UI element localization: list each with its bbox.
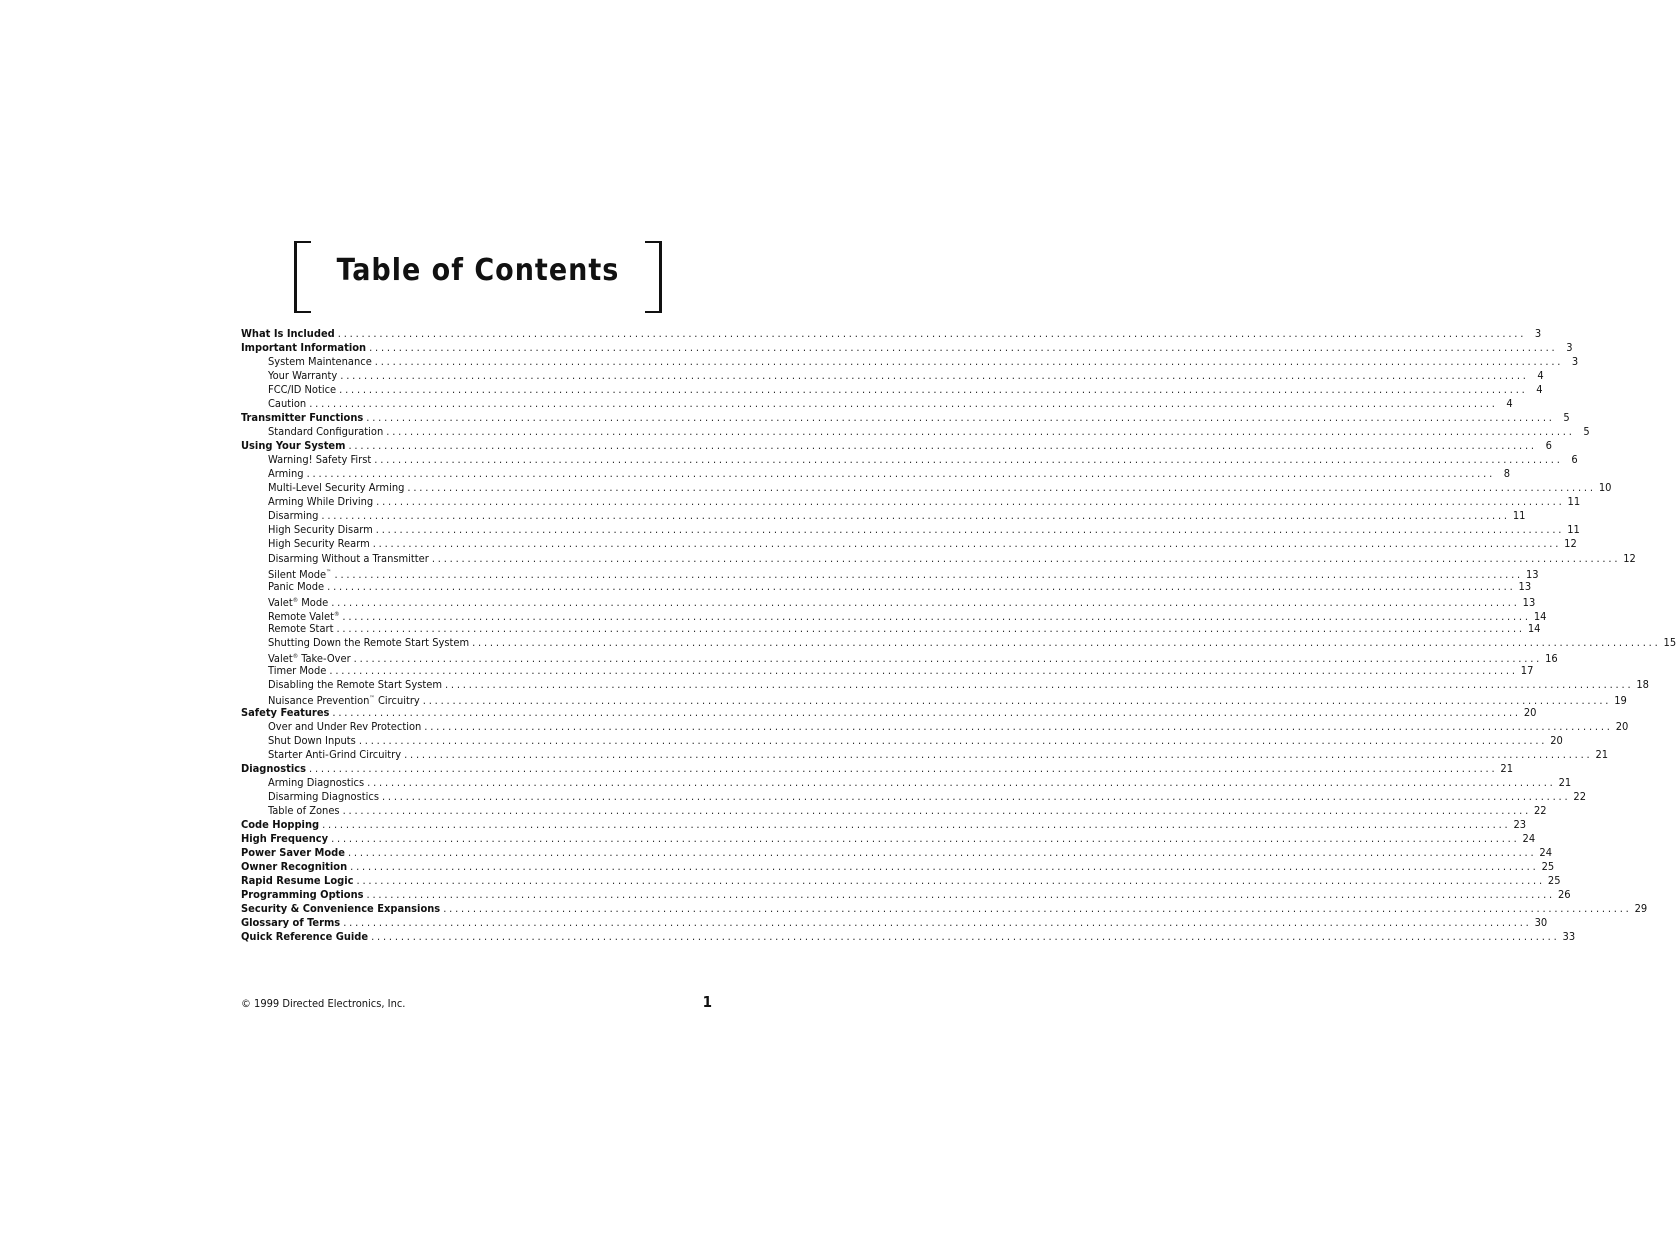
toc-section-entry[interactable]: [241, 860, 1555, 874]
dot-leader: ........................................................................................................................................................................................................: [444, 677, 1634, 691]
copyright-notice: © 1999 Directed Electronics, Inc.: [241, 997, 406, 1010]
dot-leader: ........................................................................................................................................................................................................: [332, 705, 1521, 719]
dot-leader: ........................................................................................................................................................................................................: [374, 355, 1564, 369]
toc-subsection-entry[interactable]: [241, 425, 1590, 439]
toc-page-number: 23: [1513, 818, 1527, 832]
toc-page-number: 33: [1562, 930, 1576, 944]
toc-page-number: 22: [1573, 790, 1586, 804]
toc-subsection-entry[interactable]: [241, 719, 1629, 734]
toc-entry-label: Starter Anti-Grind Circuitry: [268, 747, 402, 761]
dot-leader: ........................................................................................................................................................................................................: [339, 383, 1528, 397]
toc-subsection-entry[interactable]: [241, 663, 1534, 678]
dot-leader: ........................................................................................................................................................................................................: [331, 832, 1520, 846]
toc-entry-label: Transmitter Functions: [241, 411, 364, 425]
toc-page-number: 18: [1636, 677, 1649, 691]
toc-entry-label: High Frequency: [241, 832, 329, 846]
toc-entry-label: Quick Reference Guide: [241, 930, 369, 944]
toc-page-number: 11: [1567, 495, 1581, 509]
toc-subsection-entry[interactable]: [241, 747, 1609, 762]
toc-entry-label: High Security Rearm: [268, 537, 370, 551]
toc-section-entry[interactable]: [241, 818, 1527, 832]
toc-entry-label: Code Hopping: [241, 818, 320, 832]
dot-leader: ........................................................................................................................................................................................................: [372, 537, 1562, 551]
dot-leader: ........................................................................................................................................................................................................: [366, 888, 1555, 902]
toc-subsection-entry[interactable]: [241, 495, 1581, 509]
toc-entry-label: Timer Mode: [268, 663, 327, 677]
toc-section-entry[interactable]: [241, 916, 1548, 930]
toc-subsection-entry[interactable]: [241, 537, 1577, 551]
page-number: 1: [702, 993, 712, 1011]
toc-section-entry[interactable]: [241, 439, 1552, 453]
toc-subsection-entry[interactable]: [241, 733, 1563, 748]
toc-entry-label: Power Saver Mode: [241, 846, 345, 860]
dot-leader: ........................................................................................................................................................................................................: [366, 411, 1555, 425]
trademark-mark: ™: [369, 694, 375, 702]
toc-page-number: 8: [1503, 467, 1511, 481]
toc-page-number: 25: [1547, 874, 1561, 888]
toc-entry-label: Caution: [268, 397, 307, 411]
toc-subsection-entry[interactable]: [241, 467, 1511, 481]
toc-subsection-entry[interactable]: [241, 509, 1526, 523]
dot-leader: ........................................................................................................................................................................................................: [347, 846, 1537, 860]
toc-page-number: 5: [1563, 411, 1570, 425]
dot-leader: ........................................................................................................................................................................................................: [422, 693, 1612, 707]
toc-entry-label: High Security Disarm: [268, 523, 373, 537]
dot-leader: ........................................................................................................................................................................................................: [309, 761, 1498, 775]
toc-page-number: 3: [1534, 327, 1542, 340]
toc-page-number: 11: [1512, 509, 1526, 523]
toc-entry-label: Programming Options: [241, 888, 364, 902]
toc-page-number: 25: [1541, 860, 1555, 874]
toc-page-number: 4: [1537, 369, 1544, 383]
dot-leader: ........................................................................................................................................................................................................: [350, 860, 1539, 874]
toc-subsection-entry[interactable]: [241, 594, 1536, 609]
toc-page-number: 17: [1520, 663, 1534, 677]
toc-entry-label: Disarming: [268, 509, 319, 523]
toc-page-number: 21: [1558, 776, 1572, 789]
dot-leader: ........................................................................................................................................................................................................: [348, 439, 1537, 453]
toc-subsection-entry[interactable]: [241, 650, 1558, 665]
dot-leader: ........................................................................................................................................................................................................: [472, 635, 1661, 649]
toc-section-entry[interactable]: [241, 930, 1576, 944]
toc-page-number: 12: [1623, 551, 1636, 565]
toc-page-number: 13: [1522, 595, 1536, 609]
toc-entry-label: Over and Under Rev Protection: [268, 719, 422, 733]
toc-subsection-entry[interactable]: [241, 481, 1612, 495]
toc-section-entry[interactable]: [241, 888, 1571, 902]
toc-page-number: 20: [1523, 705, 1537, 719]
toc-page-number: 13: [1518, 579, 1532, 593]
toc-entry-label: Your Warranty: [268, 369, 338, 383]
dot-leader: ........................................................................................................................................................................................................: [407, 481, 1596, 495]
dot-leader: ........................................................................................................................................................................................................: [343, 916, 1532, 930]
toc-page-number: 24: [1539, 846, 1552, 860]
toc-subsection-entry[interactable]: [241, 397, 1513, 411]
toc-subsection-entry[interactable]: [241, 523, 1580, 537]
trademark-mark: ®: [292, 652, 299, 660]
toc-entry-label: Arming While Driving: [268, 495, 374, 509]
dot-leader: ........................................................................................................................................................................................................: [356, 874, 1545, 888]
toc-page-number: 20: [1615, 719, 1629, 733]
dot-leader: ........................................................................................................................................................................................................: [331, 595, 1520, 609]
dot-leader: ........................................................................................................................................................................................................: [342, 804, 1532, 818]
dot-leader: ........................................................................................................................................................................................................: [386, 425, 1575, 439]
trademark-mark: ™: [326, 568, 332, 576]
toc-entry-label: Arming: [268, 467, 304, 481]
toc-entry-label: Disarming Without a Transmitter: [268, 551, 429, 565]
toc-subsection-entry[interactable]: [241, 692, 1627, 707]
dot-leader: ........................................................................................................................................................................................................: [329, 663, 1518, 677]
toc-entry-label: Table of Zones: [268, 804, 340, 818]
toc-subsection-entry[interactable]: [241, 790, 1586, 804]
toc-entry-label: Security & Convenience Expansions: [241, 902, 441, 916]
dot-leader: ........................................................................................................................................................................................................: [374, 453, 1563, 467]
toc-entry-label: Safety Features: [241, 705, 330, 719]
dot-leader: ........................................................................................................................................................................................................: [337, 327, 1527, 340]
toc-page-number: 16: [1545, 651, 1558, 665]
toc-page-number: 13: [1525, 567, 1539, 581]
toc-page-number: 14: [1527, 621, 1541, 635]
dot-leader: ........................................................................................................................................................................................................: [321, 509, 1510, 523]
toc-page-number: 26: [1557, 888, 1571, 902]
page-title: Table of Contents: [336, 253, 620, 288]
dot-leader: ........................................................................................................................................................................................................: [322, 818, 1511, 832]
toc-page-number: 5: [1583, 425, 1590, 439]
toc-section-entry[interactable]: [241, 761, 1514, 776]
toc-entry-label: Valet® Mode: [268, 595, 329, 609]
toc-subsection-entry[interactable]: [241, 566, 1539, 581]
toc-subsection-entry[interactable]: [241, 453, 1578, 467]
toc-list: [241, 327, 1676, 944]
toc-page-number: 12: [1564, 537, 1577, 551]
toc-subsection-entry[interactable]: [241, 621, 1541, 636]
toc-subsection-entry[interactable]: [241, 383, 1543, 397]
dot-leader: ........................................................................................................................................................................................................: [376, 495, 1565, 509]
toc-entry-label: Multi-Level Security Arming: [268, 481, 405, 495]
toc-entry-label: Glossary of Terms: [241, 916, 341, 930]
toc-entry-label: What Is Included: [241, 327, 335, 340]
trademark-mark: ®: [292, 596, 299, 604]
title-frame: [294, 241, 662, 311]
toc-page-number: 15: [1663, 635, 1676, 649]
toc-subsection-entry[interactable]: [241, 579, 1532, 594]
toc-entry-label: Warning! Safety First: [268, 453, 372, 467]
toc-subsection-entry[interactable]: [241, 551, 1636, 566]
toc-section-entry[interactable]: [241, 411, 1570, 425]
toc-page-number: 6: [1571, 453, 1578, 467]
toc-section-entry[interactable]: [241, 705, 1537, 720]
toc-entry-label: Silent Mode™: [268, 567, 332, 581]
dot-leader: ........................................................................................................................................................................................................: [367, 776, 1556, 789]
toc-page-number: 10: [1598, 481, 1612, 495]
toc-entry-label: Rapid Resume Logic: [241, 874, 354, 888]
trademark-mark: ®: [333, 610, 340, 618]
toc-entry-label: Owner Recognition: [241, 860, 348, 874]
toc-section-entry[interactable]: [241, 874, 1561, 888]
dot-leader: ........................................................................................................................................................................................................: [327, 579, 1516, 593]
toc-subsection-entry[interactable]: [241, 608, 1547, 623]
dot-leader: ........................................................................................................................................................................................................: [358, 733, 1548, 747]
toc-entry-label: Panic Mode: [268, 579, 325, 593]
toc-page-number: 6: [1545, 439, 1552, 453]
toc-page-number: 29: [1634, 902, 1648, 916]
toc-page-number: 24: [1522, 832, 1536, 846]
toc-entry-label: Disarming Diagnostics: [268, 790, 379, 804]
toc-section-entry[interactable]: [241, 832, 1536, 846]
dot-leader: ........................................................................................................................................................................................................: [309, 397, 1498, 411]
toc-page-number: 30: [1534, 916, 1548, 930]
toc-entry-label: Nuisance Prevention™ Circuitry: [268, 693, 420, 707]
toc-page-number: 14: [1533, 609, 1547, 623]
toc-entry-label: Important Information: [241, 341, 367, 355]
dot-leader: ........................................................................................................................................................................................................: [375, 523, 1565, 537]
dot-leader: ........................................................................................................................................................................................................: [336, 621, 1525, 635]
toc-page-number: 3: [1566, 341, 1573, 355]
toc-subsection-entry[interactable]: [241, 355, 1579, 369]
dot-leader: ........................................................................................................................................................................................................: [424, 719, 1613, 733]
toc-entry-label: Shut Down Inputs: [268, 733, 356, 747]
dot-leader: ........................................................................................................................................................................................................: [306, 467, 1496, 481]
toc-subsection-entry[interactable]: [241, 677, 1649, 692]
toc-page-number: 19: [1614, 693, 1627, 707]
toc-entry-label: Remote Valet®: [268, 609, 340, 623]
toc-entry-label: Using Your System: [241, 439, 346, 453]
toc-subsection-entry[interactable]: [241, 804, 1547, 818]
dot-leader: ........................................................................................................................................................................................................: [334, 567, 1523, 581]
toc-entry-label: FCC/ID Notice: [268, 383, 337, 397]
toc-page-number: 21: [1500, 761, 1514, 775]
toc-section-entry[interactable]: [241, 341, 1573, 355]
toc-entry-label: System Maintenance: [268, 355, 372, 369]
toc-section-entry[interactable]: [241, 327, 1542, 341]
toc-entry-label: Standard Configuration: [268, 425, 384, 439]
toc-entry-label: Diagnostics: [241, 761, 306, 775]
dot-leader: ........................................................................................................................................................................................................: [369, 341, 1558, 355]
toc-entry-label: Remote Start: [268, 621, 334, 635]
toc-entry-label: Disabling the Remote Start System: [268, 677, 442, 691]
dot-leader: ........................................................................................................................................................................................................: [353, 651, 1543, 665]
toc-page-number: 21: [1595, 747, 1609, 761]
toc-entry-label: Valet® Take-Over: [268, 651, 351, 665]
toc-section-entry[interactable]: [241, 846, 1552, 860]
dot-leader: ........................................................................................................................................................................................................: [371, 930, 1560, 944]
toc-page-number: 4: [1506, 397, 1513, 411]
dot-leader: ........................................................................................................................................................................................................: [431, 551, 1621, 565]
toc-section-entry[interactable]: [241, 902, 1648, 916]
toc-page-number: 4: [1536, 383, 1543, 397]
toc-page-number: 11: [1567, 523, 1580, 537]
toc-subsection-entry[interactable]: [241, 635, 1676, 650]
toc-page-number: 3: [1571, 355, 1579, 369]
dot-leader: ........................................................................................................................................................................................................: [443, 902, 1632, 916]
toc-subsection-entry[interactable]: [241, 776, 1572, 790]
toc-page-number: 20: [1550, 733, 1563, 747]
toc-page-number: 22: [1534, 804, 1547, 818]
dot-leader: ........................................................................................................................................................................................................: [404, 747, 1593, 761]
toc-entry-label: Arming Diagnostics: [268, 776, 365, 789]
dot-leader: ........................................................................................................................................................................................................: [340, 369, 1529, 383]
toc-subsection-entry[interactable]: [241, 369, 1544, 383]
toc-entry-label: Shutting Down the Remote Start System: [268, 635, 470, 649]
dot-leader: ........................................................................................................................................................................................................: [381, 790, 1571, 804]
dot-leader: ........................................................................................................................................................................................................: [342, 609, 1531, 623]
